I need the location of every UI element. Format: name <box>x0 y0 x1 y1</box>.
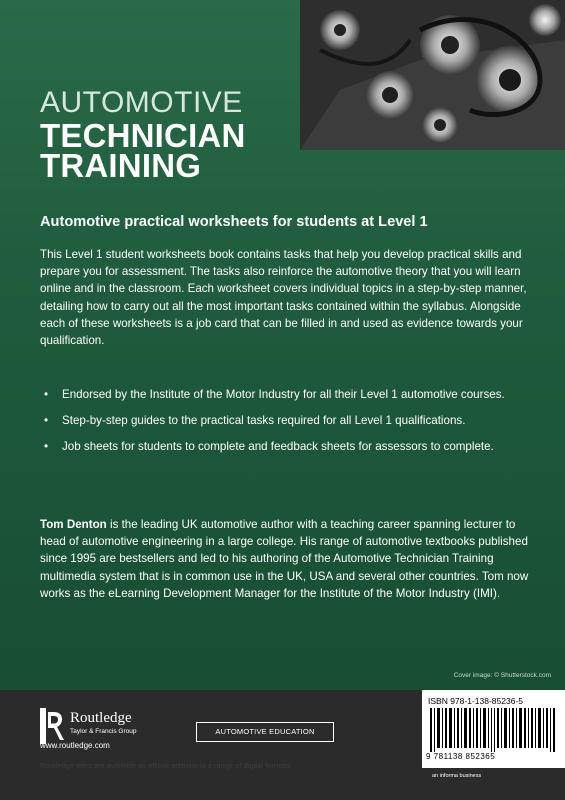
bullet-icon: • <box>44 414 49 428</box>
publisher-name: Routledge <box>70 710 132 726</box>
feature-item: • Step-by-step guides to the practical tasks required for all Level 1 qualifications. <box>40 412 520 429</box>
title-training: TRAINING <box>40 147 202 184</box>
category-label: AUTOMOTIVE EDUCATION <box>196 722 334 742</box>
barcode-icon <box>430 708 558 752</box>
routledge-logo-icon <box>40 708 64 744</box>
publisher-url[interactable]: www.routledge.com <box>40 741 110 750</box>
author-name: Tom Denton <box>40 518 107 531</box>
description-paragraph: This Level 1 student worksheets book contains tasks that help you develop practical skills and prepare you for assessment. The tasks also reinforce the automotive theory that you will learn online and in the classroom. Each worksheet covers individual topics in a step-by-step manner, detailing how to carry out all the most important tasks contained within the syllabus. Alongside each of these worksheets is a job card that can be filled in and used as evidence towards your qualification. <box>40 248 527 348</box>
informa-label: an informa business <box>432 773 482 779</box>
feature-item: • Job sheets for students to complete and feedback sheets for assessors to complete. <box>40 438 520 455</box>
bullet-icon: • <box>44 388 49 401</box>
publisher-group: Taylor & Francis Group <box>70 728 137 735</box>
barcode-number: 9 781138 852365 <box>426 752 496 761</box>
title-automotive: AUTOMOTIVE <box>40 86 243 119</box>
ebook-note: Routledge titles are available as eBook editions in a range of digital formats <box>40 761 291 770</box>
footer <box>0 690 565 800</box>
author-bio: Tom Denton is the leading UK automotive author with a teaching career spanning lecturer to head of automotive engineering in a large college. His range of automotive textbooks published since 1995 are bestsellers and led to his authoring of the Automotive Technician Training multimedia system that is in common use in the UK, USA and several other countries. Tom now works as the eLearning Development Manager for the Institute of the Motor Industry (IMI). <box>40 518 529 600</box>
bullet-icon: • <box>44 440 49 454</box>
engine-photo <box>300 0 565 150</box>
barcode-panel <box>422 690 565 768</box>
feature-list <box>40 386 520 465</box>
subtitle: Automotive practical worksheets for students at Level 1 <box>40 214 428 230</box>
title-technician: TECHNICIAN <box>40 117 246 154</box>
isbn: ISBN 978-1-138-85236-5 <box>428 696 523 706</box>
cover-image-credit: Cover image: © Shutterstock.com <box>453 672 551 679</box>
feature-item: • Endorsed by the Institute of the Motor Industry for all their Level 1 automotive courses. <box>40 386 520 403</box>
